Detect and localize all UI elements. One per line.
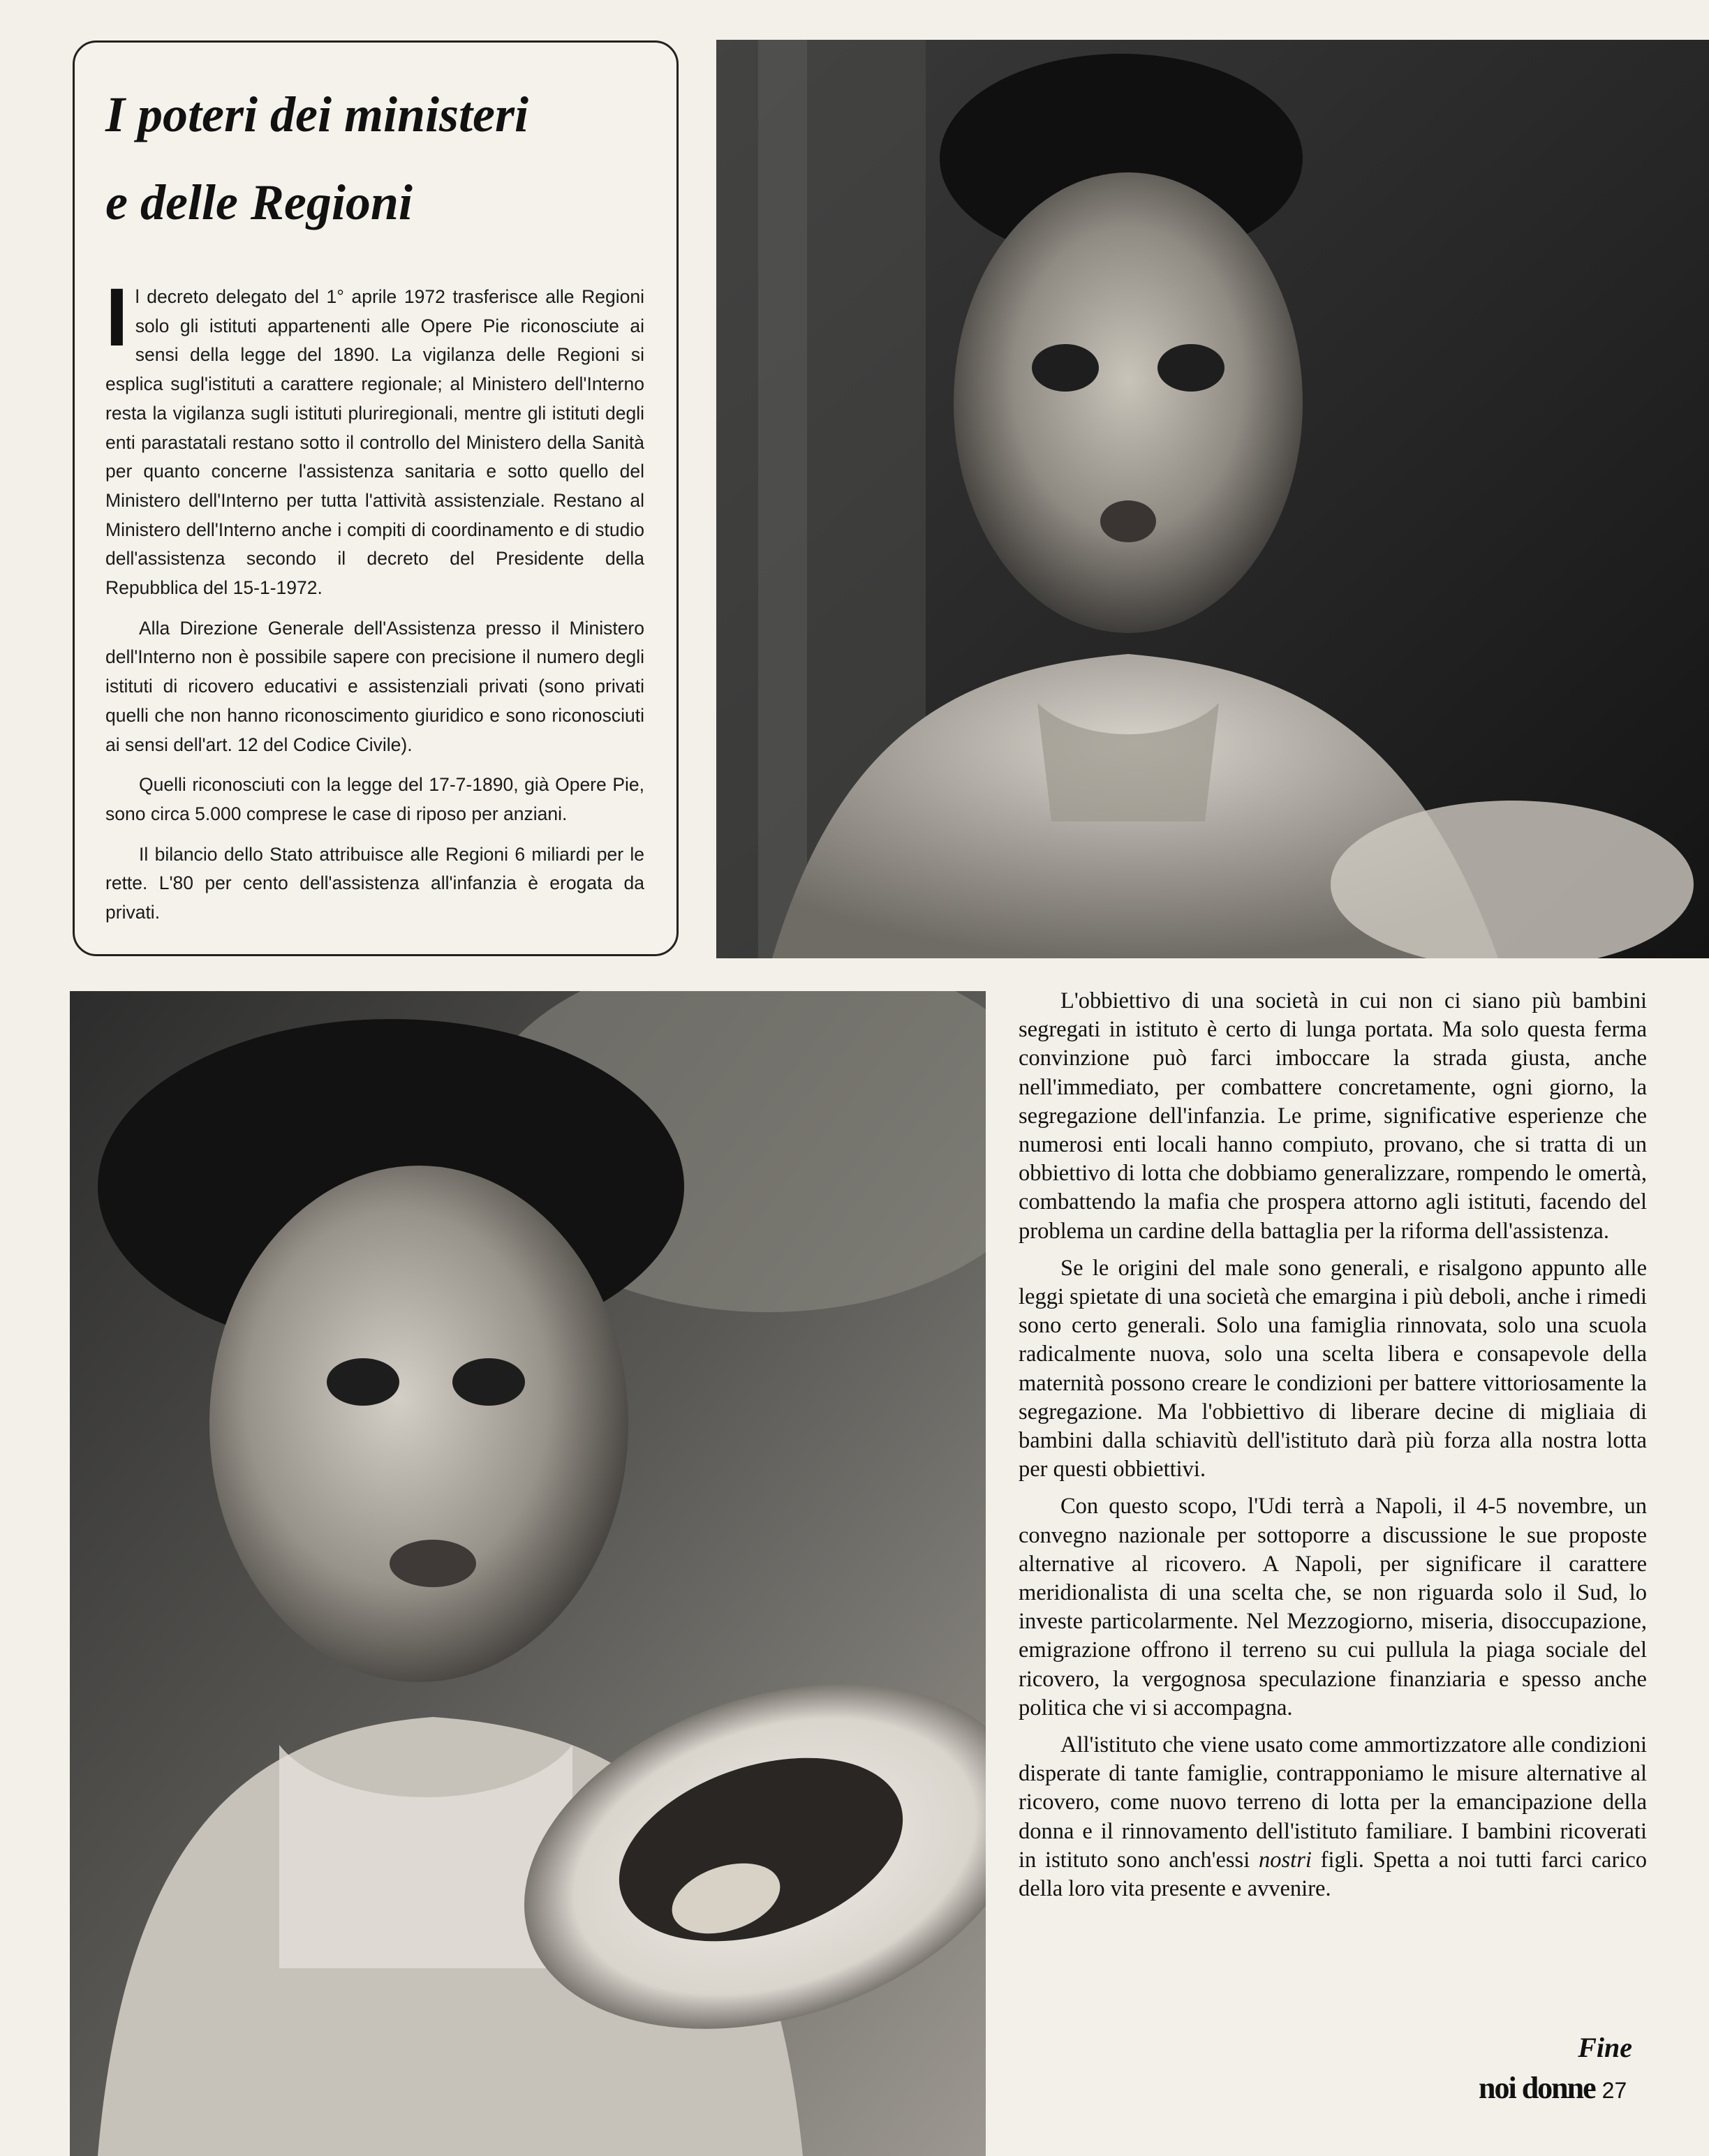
- article-paragraph-3: Con questo scopo, l'Udi terrà a Napoli, il 4-5 novembre, un convegno nazionale per sottoporre a discussione le sue proposte alternative al ricovero. A Napoli, per significare il carattere meridionalista di una scelta che, se non riguarda solo il Sud, lo investe particolarmente. Nel Mezzogiorno, miseria, disoccupazione, emigrazione offrono il terreno su cui pullula la piaga sociale del ricovero, la vergognosa speculazione finanziaria e spesso anche politica che vi si accompagna.: [1019, 1494, 1647, 1720]
- sidebar-paragraph-1: [105, 272, 644, 603]
- photo-child-portrait: [716, 40, 1709, 958]
- article-paragraph-4-start: All'istituto che viene usato come ammortizzatore alle condizioni disperate di tante famiglie, contrapponiamo le misure alternative al ricovero, come nuovo terreno di lotta per la emancipazione della donna e il rinnovamento dell'istituto familiare. I bambini ricoverati in istituto sono anch'essi: [1019, 1732, 1647, 1873]
- sidebar-title-line2: e delle Regioni: [105, 174, 413, 230]
- sidebar-title: [105, 70, 644, 246]
- sidebar-title-line1: I poteri dei ministeri: [105, 87, 529, 142]
- sidebar-body: [105, 272, 644, 928]
- article-emphasis: nostri: [1259, 1847, 1312, 1873]
- photo-child-with-plate: [70, 991, 986, 2156]
- sidebar-paragraph-2: Alla Direzione Generale dell'Assistenza presso il Ministero dell'Interno non è possibile sapere con precisione il numero degli istituti di ricovero educativi e assistenziali privati (sono privati quelli che non hanno riconoscimento giuridico e sono riconosciuti ai sensi dell'art. 12 del Codice Civile).: [105, 617, 644, 755]
- page-number: 27: [1601, 2078, 1627, 2103]
- article-paragraph-4: [1019, 1731, 1647, 1903]
- sidebar-paragraph-4: Il bilancio dello Stato attribuisce alle Regioni 6 miliardi per le rette. L'80 per cento dell'assistenza all'infanzia è erogata da privati.: [105, 843, 644, 923]
- end-mark: Fine: [1578, 2032, 1632, 2063]
- drop-cap: I: [105, 272, 128, 364]
- sidebar-paragraph-3: Quelli riconosciuti con la legge del 17-7-1890, già Opere Pie, sono circa 5.000 comprese le case di riposo per anziani.: [105, 774, 644, 824]
- page-footer: [1479, 2070, 1660, 2106]
- article-paragraph-2: Se le origini del male sono generali, e risalgono appunto alle leggi spietate di una società che emargina i più deboli, anche i rimedi sono certo generali. Solo una famiglia rinnovata, solo una scuola radicalmente nuova, solo una scelta libera e consapevole della maternità possono creare le condizioni per battere vittoriosamente la segregazione. Ma l'obbiettivo di liberare decine di migliaia di bambini dalla schiavitù dell'istituto darà più forza alla nostra lotta per questi obbiettivi.: [1019, 1255, 1647, 1482]
- magazine-brand: noi donne: [1479, 2071, 1595, 2105]
- sidebar-box: [73, 40, 679, 956]
- sidebar-paragraph-1-text: l decreto delegato del 1° aprile 1972 trasferisce alle Regioni solo gli istituti appartenenti alle Opere Pie riconosciute ai sensi della legge del 1890. La vigilanza delle Regioni si esplica sugl'istituti a carattere regionale; al Ministero dell'Interno resta la vigilanza sugli istituti pluriregionali, mentre gli istituti degli enti parastatali restano sotto il controllo del Ministero della Sanità per quanto concerne l'assistenza sanitaria e sotto quello del Ministero dell'Interno per tutta l'attività assistenziale. Restano al Ministero dell'Interno anche i compiti di coordinamento e di studio dell'assistenza secondo il decreto del Presidente della Repubblica del 15-1-1972.: [105, 286, 644, 599]
- photo-child-with-plate-image: [70, 991, 986, 2156]
- article-body: [1019, 987, 1647, 1912]
- article-paragraph-1: L'obbiettivo di una società in cui non ci siano più bambini segregati in istituto è certo di lunga portata. Ma solo questa ferma convinzione può farci imboccare la strada giusta, anche nell'immediato, per combattere concretamente, ogni giorno, la segregazione dell'infanzia. Le prime, significative esperienze che numerosi enti locali hanno compiuto, provano, che si tratta di un obbiettivo di lotta che dobbiamo generalizzare, rompendo le omertà, combattendo la mafia che prospera attorno agli istituti, facendo del problema un cardine della battaglia per la riforma dell'assistenza.: [1019, 988, 1647, 1244]
- article-paragraph-4-end: figli. Spetta a noi tutti farci carico della loro vita presente e avvenire.: [1019, 1847, 1648, 1902]
- photo-child-portrait-image: [716, 40, 1709, 958]
